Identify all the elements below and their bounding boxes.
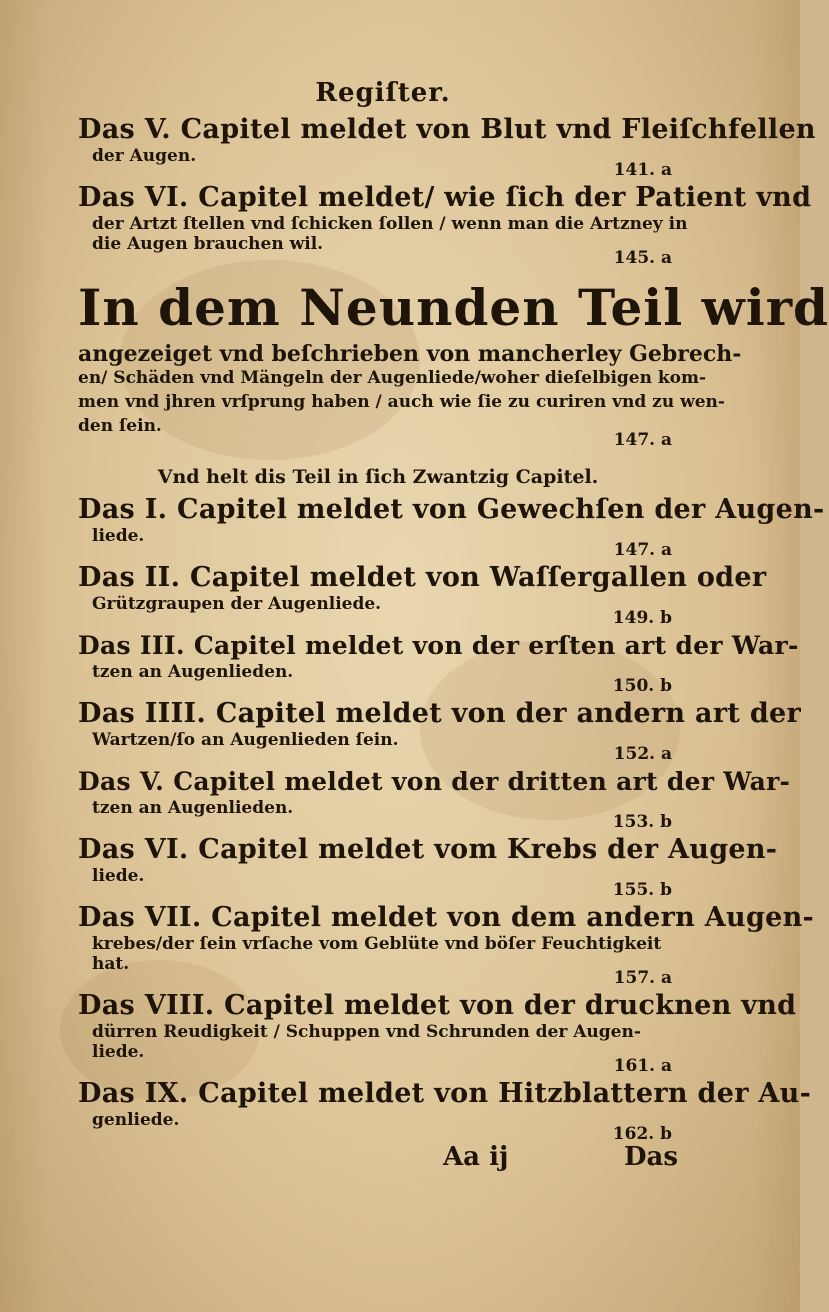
chapter-entry (78, 902, 815, 988)
chapter-heading: Das II. Capitel meldet von Waſſergallen oder (78, 562, 767, 593)
page-reference: 141. a (613, 160, 672, 180)
chapter-subtext: Grützgraupen der Augenliede. (92, 594, 382, 614)
page-reference: 150. b (612, 676, 672, 696)
chapter-heading: Das III. Capitel meldet von der erſten art der War- (78, 631, 799, 660)
page-reference: 161. a (613, 1056, 672, 1076)
signature-mark: Aa ij (443, 1142, 509, 1172)
chapter-heading: Das IX. Capitel meldet von Hitzblattern der Au- (78, 1078, 812, 1109)
chapter-subtext: liede. (92, 866, 145, 886)
catchword: Das (623, 1142, 678, 1172)
page-reference: 147. a (613, 540, 672, 560)
chapter-heading: Das VIII. Capitel meldet von der drucknen vnd (78, 990, 797, 1021)
page-reference: 153. b (612, 812, 672, 832)
section-title: In dem Neunden Teil wird (78, 278, 829, 337)
chapter-subtext: tzen an Augenlieden. (92, 798, 294, 818)
chapter-entry (78, 834, 778, 900)
chapter-subtext: Wartzen/ſo an Augenlieden ſein. (92, 730, 399, 750)
chapter-entry (78, 494, 825, 560)
chapter-entry (78, 1078, 812, 1144)
chapter-subtext: krebes/der ſein vrſache vom Geblüte vnd böſer Feuchtigkeit (92, 934, 662, 954)
chapter-entry (78, 990, 797, 1076)
chapter-subtext: hat. (92, 954, 130, 974)
page-reference: 145. a (613, 248, 672, 268)
register-entry (78, 182, 812, 268)
entry-subtext: die Augen brauchen wil. (92, 234, 324, 254)
chapter-subtext: genliede. (92, 1110, 180, 1130)
page-reference: 157. a (613, 968, 672, 988)
chapter-entry (78, 562, 767, 628)
register-content (78, 78, 829, 1146)
subsection-title: Vnd helt dis Teil in ſich Zwantzig Capitel. (157, 466, 599, 488)
chapter-entry (78, 766, 791, 832)
chapter-heading: Das I. Capitel meldet von Gewechſen der Augen- (78, 494, 825, 525)
chapter-heading: Das V. Capitel meldet von der dritten art der War- (78, 767, 791, 796)
entry-heading: Das V. Capitel meldet von Blut vnd Fleiſchfellen (78, 114, 816, 145)
section-block (78, 278, 829, 450)
chapter-heading: Das VI. Capitel meldet vom Krebs der Augen- (78, 834, 778, 865)
running-head: Regiſter. (315, 78, 451, 108)
chapter-subtext: dürren Reudigkeit / Schuppen vnd Schrunden der Augen- (92, 1022, 641, 1042)
section-text-line: men vnd jhren vrſprung haben / auch wie ſie zu curiren vnd zu wen- (78, 392, 725, 412)
chapter-heading: Das VII. Capitel meldet von dem andern Augen- (78, 902, 815, 933)
chapter-entry (78, 630, 799, 696)
section-text-line: den ſein. (78, 416, 162, 436)
section-text (78, 341, 742, 438)
page-reference: 147. a (613, 430, 672, 450)
register-entry (78, 114, 816, 180)
chapter-subtext: liede. (92, 526, 145, 546)
section-text-line: angezeiget vnd beſchrieben von mancherley Gebrech- (78, 341, 742, 367)
chapter-subtext: tzen an Augenlieden. (92, 662, 294, 682)
page-reference: 152. a (613, 744, 672, 764)
chapter-heading: Das IIII. Capitel meldet von der andern art der (78, 698, 802, 729)
page-reference: 162. b (612, 1124, 672, 1144)
page-reference: 149. b (612, 608, 672, 628)
entry-heading: Das VI. Capitel meldet/ wie ſich der Patient vnd (78, 182, 812, 213)
chapter-entry (78, 698, 802, 764)
chapter-subtext: liede. (92, 1042, 145, 1062)
section-text-line: en/ Schäden vnd Mängeln der Augenliede/woher dieſelbigen kom- (78, 368, 707, 388)
page-reference: 155. b (612, 880, 672, 900)
entry-subtext: der Augen. (92, 146, 197, 166)
entry-subtext: der Artzt ſtellen vnd ſchicken ſollen / wenn man die Artzney in (92, 214, 688, 234)
